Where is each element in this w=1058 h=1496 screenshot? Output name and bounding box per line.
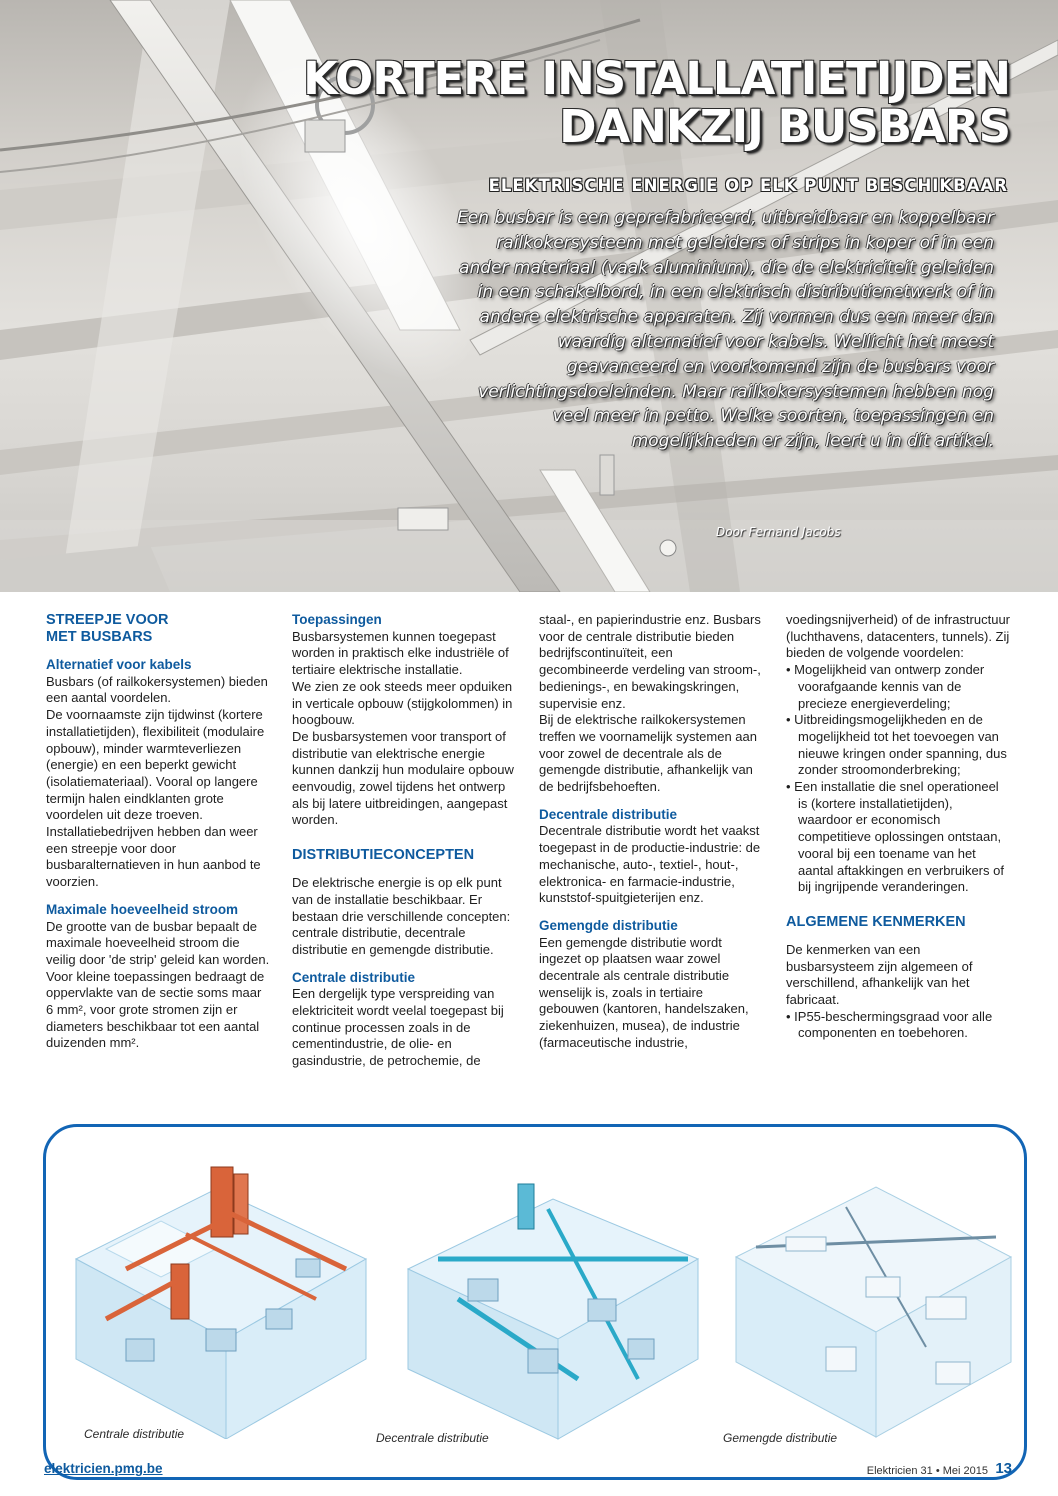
caption-mixed: Gemengde distributie [723, 1431, 838, 1445]
subheading: Centrale distributie [292, 969, 416, 985]
page-number: 13 [995, 1460, 1012, 1477]
heading-line1: STREEPJE VOOR [46, 612, 169, 628]
caption-central: Centrale distributie [84, 1427, 185, 1441]
advantages-list [786, 662, 1010, 896]
paragraph: Busbarsystemen kunnen toegepast worden in praktisch elke industriële of tertiaire elektrische installatie. [292, 628, 509, 678]
paragraph: Een gemengde distributie wordt ingezet op plaatsen waar zowel decentrale als centrale distributie wenselijk is, zoals in tertiaire gebouwen (kantoren, handelszaken, ziekenhuizen, musea), de industrie (farmaceutische industrie, [539, 934, 749, 1050]
text-column-3 [539, 612, 763, 1052]
text-column-2 [292, 612, 516, 1070]
subheading: Alternatief voor kabels [46, 657, 192, 672]
paragraph: Bij de elektrische railkokersystemen treffen we voornamelijk systemen aan voor zowel de decentrale als de gemengde distributie, afhankelijk van de bedrijfsbehoeften. [539, 712, 757, 795]
paragraph: De grootte van de busbar bepaalt de maximale hoeveelheid stroom die veilig door 'de strip' geleid kan worden. [46, 918, 270, 967]
paragraph: Busbars (of railkokersystemen) bieden een aantal voordelen. [46, 673, 268, 706]
subheading: Gemengde distributie [539, 917, 678, 933]
paragraph: We zien ze ook steeds meer opduiken in verticale opbouw (stijgkolommen) in hoogbouw. [292, 678, 513, 728]
list-item: • Mogelijkheid van ontwerp zonder voorafgaande kennis van de precieze energieverdeling; [786, 662, 985, 711]
paragraph: Voor kleine toepassingen bedraagt de oppervlakte van de sectie soms maar 6 mm², voor grote stromen zijn er diameters beschikbaar tot een aantal duizenden mm². [46, 968, 265, 1051]
list-item: • IP55-beschermingsgraad voor alle componenten en toebehoren. [786, 1008, 993, 1041]
paragraph: Een dergelijk type verspreiding van elektriciteit wordt veelal toegepast bij continue processen zoals in de cementindustrie, de olie- en gasindustrie, de petrochemie, de [292, 986, 504, 1069]
paragraph: De elektrische energie is op elk punt van de installatie beschikbaar. Er bestaan drie verschillende concepten: centrale distributie, decentrale distributie en gemengde distributie. [292, 875, 511, 957]
article-title [303, 52, 1010, 153]
byline: Door Fernand Jacobs [716, 525, 841, 539]
section-heading: DISTRIBUTIECONCEPTEN [292, 847, 475, 864]
central-distribution-illustration [66, 1139, 376, 1439]
paragraph: De kenmerken van een busbarsysteem zijn algemeen of verschillend, afhankelijk van het fabricaat. [786, 941, 973, 1008]
subheading: Toepassingen [292, 612, 382, 627]
paragraph: voedingsnijverheid) of de infrastructuur (luchthavens, datacenters, tunnels). Zij bieden de volgende voordelen: [786, 612, 1011, 661]
list-item: • Een installatie die snel operationeel is (kortere installatietijden), waardoor er economisch competitieve oplossingen ontstaan, vooral bij een toename van het aantal aftakkingen en verbruikers of bij ingrijpende veranderingen. [786, 779, 1004, 895]
paragraph: De busbarsystemen voor transport of distributie van elektrische energie kunnen dankzij hun modulaire opbouw eenvoudig, zowel tijdens het ontwerp als bij latere uitbreidingen, aangepast worden. [292, 728, 514, 828]
text-column-4 [786, 612, 1010, 1042]
text-column-1 [46, 612, 270, 1052]
subheading: Decentrale distributie [539, 806, 678, 822]
list-item: • Uitbreidingsmogelijkheden en de mogelijkheid tot het toevoegen van nieuwe kringen onder spanning, dus zonder stroomonderbreking; [786, 712, 1007, 778]
footer-website-link[interactable]: elektricien.pmg.be [44, 1461, 163, 1476]
section-heading [46, 612, 270, 646]
lead-paragraph: Een busbar is een geprefabriceerd, uitbreidbaar en koppelbaar railkokersysteem met geleiders of strips in koper of in een ander materiaal (vaak aluminium), die de elektriciteit geleiden in een schakelbord, in een elektrisch distributienetwerk of in andere elektrische apparaten. Zij vormen dus een meer dan waardig alternatief voor kabels. Wellicht het meest geavanceerd en voorkomend zijn de busbars voor verlichtingsdoeleinden. Maar railkokersystemen hebben nog veel meer in petto. Welke soorten, toepassingen en mogelijkheden er zijn, leert u in dit artikel. [457, 208, 994, 452]
article-title-line1: KORTERE INSTALLATIETIJDEN [303, 52, 1010, 105]
subheading: Maximale hoeveelheid stroom [46, 901, 239, 917]
footer-issue-info: Elektricien 31 • Mei 2015 [866, 1465, 988, 1477]
hero-photo [0, 0, 1058, 592]
paragraph: De voornaamste zijn tijdwinst (kortere installatietijden), flexibiliteit (modulaire opbouw), minder warmteverliezen (energie) en een beperkt gewicht (isolatiemateriaal). Vooral op langere termijn halen eindklanten grote voordelen uit deze troeven. [46, 707, 265, 823]
distribution-figure [43, 1124, 1027, 1480]
mixed-distribution-illustration [726, 1147, 1016, 1447]
heading-line2: MET BUSBARS [46, 629, 153, 645]
article-title-line2: DANKZIJ BUSBARS [559, 100, 1010, 153]
paragraph: staal-, en papierindustrie enz. Busbars voor de centrale distributie bieden bedrijfscontinuïteit, een gecombineerde verdeling van stroom-, bedienings-, en bewakingskringen, supervisie enz. [539, 612, 761, 711]
paragraph: Installatiebedrijven hebben dan weer een streepje voor door busbaralternatieven in hun aanbod te voorzien. [46, 824, 261, 890]
caption-decentral: Decentrale distributie [376, 1431, 489, 1445]
decentral-distribution-illustration [398, 1149, 708, 1449]
article-subtitle: ELEKTRISCHE ENERGIE OP ELK PUNT BESCHIKBAAR [488, 176, 1008, 195]
paragraph: Decentrale distributie wordt het vaakst toegepast in de productie-industrie: de mechanische, auto-, textiel-, hout-, elektronica- en farmacie-industrie, kunststof-spuitgieterijen enz. [539, 823, 761, 906]
features-list [786, 1009, 1010, 1042]
section-heading: ALGEMENE KENMERKEN [786, 913, 966, 930]
